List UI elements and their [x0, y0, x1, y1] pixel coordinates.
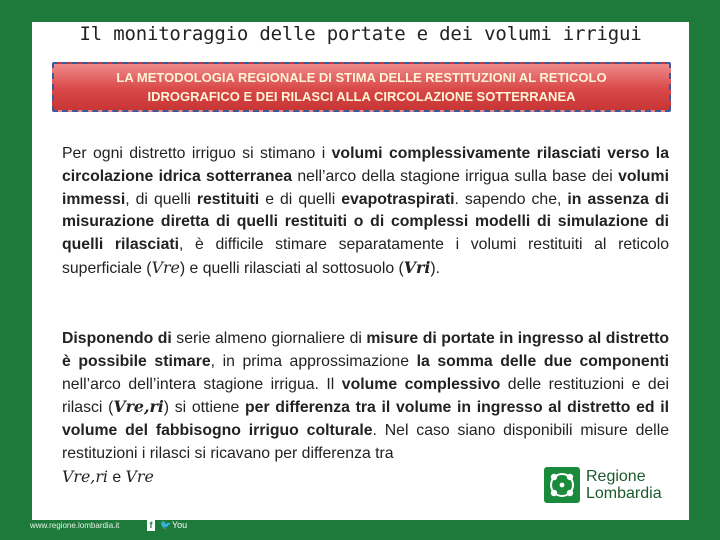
- methodology-banner: [52, 62, 671, 112]
- p2-bold-3: la somma delle due componenti: [416, 352, 669, 370]
- paragraph-2: [62, 328, 669, 490]
- p2-text-2: , in prima approssimazione: [210, 352, 417, 370]
- footer-url[interactable]: www.regione.lombardia.it: [30, 521, 120, 530]
- p2-text-7: e: [107, 468, 126, 486]
- p2-bold-5: per differenza tra il volume in ingresso al distretto ed il volume del fabbisogno irriguo colturale: [62, 399, 669, 440]
- p1-text-4: e di quelli: [259, 190, 342, 208]
- banner-line-1: LA METODOLOGIA REGIONALE DI STIMA DELLE RESTITUZIONI AL RETICOLO: [116, 70, 607, 85]
- p1-text-6: , è difficile stimare separatamente i volumi restituiti al reticolo superficiale (: [62, 236, 669, 277]
- p2-bold-1: Disponendo di: [62, 330, 172, 347]
- p2-bold-2: misure di portate in ingresso al distretto è possibile stimare: [62, 330, 669, 370]
- banner-text: [60, 68, 663, 106]
- facebook-icon[interactable]: f: [147, 520, 155, 531]
- paragraph-1: [62, 143, 669, 281]
- p2-math-vre: Vre: [125, 466, 154, 486]
- p1-text-8: ).: [430, 259, 441, 277]
- p2-text-3: nell’arco dell’intera stagione irrigua. Il: [62, 375, 342, 393]
- p1-math-vre: [152, 258, 180, 277]
- slide-title: Il monitoraggio delle portate e dei volumi irrigui: [79, 23, 642, 45]
- p1-math-vri: [404, 258, 431, 277]
- p1-text-1: Per ogni distretto irriguo si stimano i: [62, 145, 332, 162]
- p1-text-7: ) e quelli rilasciati al sottosuolo (: [179, 259, 404, 277]
- p1-text-3: , di quelli: [125, 190, 197, 208]
- p1-bold-5: in assenza di misurazione diretta di quelli restituiti o di complessi modelli di simulazione di quelli rilasciati: [62, 190, 669, 254]
- banner-line-2: IDROGRAFICO E DEI RILASCI ALLA CIRCOLAZIONE SOTTERRANEA: [147, 89, 576, 104]
- p1-text-5: . sapendo che,: [454, 190, 568, 208]
- regione-lombardia-logo: [544, 467, 674, 507]
- p2-text-4: delle restituzioni e dei rilasci (: [62, 375, 669, 417]
- p2-text-6: . Nel caso siano disponibili misure delle restituzioni i rilasci si ricavano per differenza tra: [62, 422, 669, 462]
- p2-math-vreri-2: Vre,ri: [62, 466, 108, 486]
- p1-text-2: nell’arco della stagione irrigua sulla base dei: [292, 167, 619, 185]
- p1-bold-1: volumi complessivamente rilasciati verso la circolazione idrica sotterranea: [62, 145, 669, 185]
- twitter-icon[interactable]: 🐦: [160, 520, 172, 530]
- logo-line-2: Lombardia: [586, 485, 662, 502]
- youtube-icon[interactable]: You: [172, 520, 188, 530]
- p1-math-vre-text: Vre: [151, 257, 180, 277]
- p1-bold-2: volumi immessi: [62, 167, 669, 208]
- slide: [32, 22, 689, 520]
- p2-math-vreri: Vre,ri: [113, 397, 164, 417]
- logo-line-1: Regione: [586, 468, 646, 485]
- p1-bold-3: restituiti: [196, 190, 260, 208]
- p1-math-vri-text: Vri: [403, 257, 431, 277]
- p2-bold-4: volume complessivo: [341, 375, 501, 393]
- logo-text: [586, 468, 662, 502]
- p2-text-5: ) si ottiene: [163, 399, 246, 417]
- p1-bold-4: evapotraspirati: [341, 190, 455, 208]
- rosa-camuna-icon: [544, 467, 580, 503]
- p2-text-1: serie almeno giornaliere di: [171, 330, 367, 347]
